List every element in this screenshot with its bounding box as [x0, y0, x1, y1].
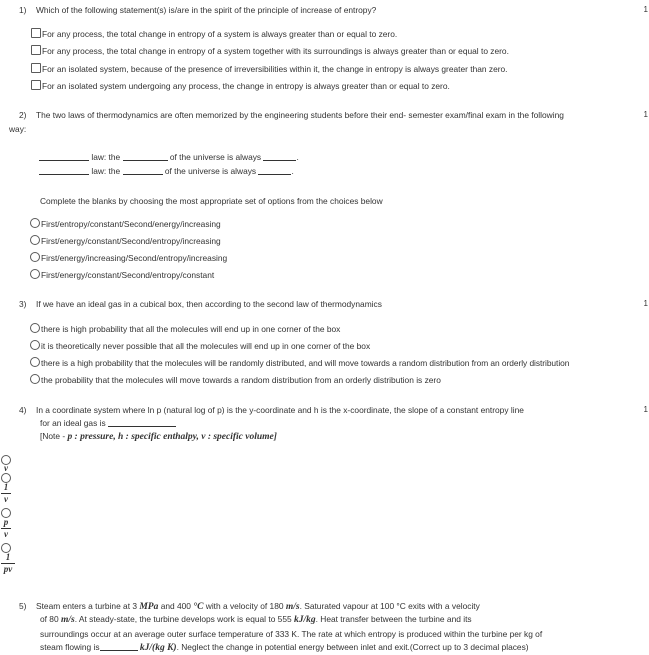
- q5-text-c: with a velocity of 180: [205, 601, 284, 611]
- q2-option-3-radio[interactable]: [30, 252, 40, 262]
- q3-number: 3): [19, 299, 27, 309]
- q4-note-v-desc: : specific volume]: [207, 432, 277, 442]
- q5-text-b: and 400: [160, 601, 191, 611]
- q2-line-1-a: law: the: [91, 152, 121, 162]
- q1-option-2-label[interactable]: For any process, the total change in entropy of a system together with its surroundings is always greater than or equal to zero.: [42, 46, 509, 56]
- answer-blank[interactable]: [108, 418, 176, 427]
- q2-option-2-radio[interactable]: [30, 235, 40, 245]
- q2-number: 2): [19, 110, 27, 120]
- q3-option-4-radio[interactable]: [30, 374, 40, 384]
- q2-points: 1: [643, 110, 648, 119]
- q1-option-4-checkbox[interactable]: [31, 80, 41, 90]
- q2-line-2-b: of the universe is always: [164, 166, 257, 176]
- q4-option-2-label[interactable]: [0, 483, 12, 504]
- q5-unit-ms-2: m/s: [60, 615, 75, 625]
- q5-line-2-a: of 80: [40, 614, 59, 624]
- q3-points: 1: [643, 299, 648, 308]
- q5-unit-ms: m/s: [285, 602, 300, 612]
- q4-note-prefix: [Note -: [40, 431, 68, 441]
- q4-option-3-num: p: [3, 517, 9, 527]
- q2-text: The two laws of thermodynamics are often memorized by the engineering students before their end- semester exam/final exam in the following: [36, 110, 564, 120]
- q1-option-3-checkbox[interactable]: [31, 63, 41, 73]
- q5-unit-c: °C: [193, 602, 204, 612]
- q1-option-3-label[interactable]: For an isolated system, because of the presence of irreversibilities within it, the change in entropy is always greater than zero.: [42, 64, 508, 74]
- q4-note-p-desc: : pressure,: [74, 432, 116, 442]
- q5-unit-kjkg: kJ/kg: [293, 615, 316, 625]
- q4-option-4-num: 1: [5, 552, 11, 562]
- q4-points: 1: [643, 405, 648, 414]
- q2-line-1-c: .: [296, 152, 299, 162]
- q3-option-2-radio[interactable]: [30, 340, 40, 350]
- q5-text-a: Steam enters a turbine at 3: [36, 601, 138, 611]
- q4-option-2-num: 1: [3, 482, 9, 492]
- blank: [258, 166, 294, 176]
- q2-option-3-label[interactable]: First/energy/increasing/Second/entropy/increasing: [41, 253, 228, 263]
- answer-blank[interactable]: [100, 642, 138, 651]
- blank: [123, 152, 168, 161]
- q2-line-1-b: of the universe is always: [169, 152, 262, 162]
- q2-option-4-label[interactable]: First/energy/constant/Second/entropy/constant: [41, 270, 215, 280]
- q5-line-4-b: . Neglect the change in potential energy between inlet and exit.(Correct up to 3 decimal places): [176, 642, 529, 652]
- blank: [123, 166, 163, 175]
- q1-option-1-checkbox[interactable]: [31, 28, 41, 38]
- q4-note-p: p: [67, 432, 73, 442]
- q4-note-h-desc: : specific enthalpy,: [125, 432, 199, 442]
- q3-option-3-radio[interactable]: [30, 357, 40, 367]
- q2-option-4-radio[interactable]: [30, 269, 40, 279]
- q1-text: Which of the following statement(s) is/are in the spirit of the principle of increase of entropy?: [36, 5, 377, 15]
- q4-option-1-label[interactable]: v: [4, 463, 8, 473]
- blank: [39, 166, 89, 175]
- q5-line-4: [40, 642, 529, 653]
- q4-option-4-den: pv: [3, 564, 13, 574]
- q1-option-2-checkbox[interactable]: [31, 45, 41, 55]
- q2-line-2: [39, 166, 294, 176]
- q4-option-2-den: v: [4, 494, 8, 504]
- q5-unit-mpa: MPa: [139, 602, 159, 612]
- q4-option-3-den: v: [4, 529, 8, 539]
- q4-note-v: v: [201, 432, 206, 442]
- q5-line-4-a: steam flowing is: [40, 642, 100, 652]
- q5-line-2: [40, 614, 472, 625]
- q4-number: 4): [19, 405, 27, 415]
- q4-note-h: h: [118, 432, 124, 442]
- q2-option-1-label[interactable]: First/entropy/constant/Second/energy/increasing: [41, 219, 221, 229]
- q2-line-2-c: .: [291, 166, 294, 176]
- q5-unit-kjkgk: kJ/(kg K): [139, 643, 177, 653]
- blank: [263, 152, 299, 162]
- q3-text: If we have an ideal gas in a cubical box, then according to the second law of thermodynamics: [36, 299, 382, 309]
- q3-option-4-label[interactable]: the probability that the molecules will move towards a random distribution from an orderly distribution is zero: [41, 375, 441, 385]
- q4-option-4-label[interactable]: [0, 553, 16, 574]
- q2-option-1-radio[interactable]: [30, 218, 40, 228]
- q4-text-line-2: [40, 418, 176, 428]
- q3-option-3-label[interactable]: there is a high probability that the molecules will be randomly distributed, and will move towards a random distribution from an orderly distribution: [41, 358, 570, 368]
- q1-option-1-label[interactable]: For any process, the total change in entropy of a system is always greater than or equal to zero.: [42, 29, 398, 39]
- q2-line-2-a: law: the: [91, 166, 121, 176]
- q5-number: 5): [19, 601, 27, 611]
- q3-option-1-radio[interactable]: [30, 323, 40, 333]
- q5-line-2-b: . At steady-state, the turbine develops work is equal to 555: [74, 614, 292, 624]
- q4-option-3-label[interactable]: [0, 518, 12, 539]
- q5-line-2-c: . Heat transfer between the turbine and its: [315, 614, 472, 624]
- q5-line-3: surroundings occur at an average outer surface temperature of 333 K. The rate at which entropy is produced within the turbine per kg of: [40, 629, 543, 639]
- q5-text-d: . Saturated vapour at 100 °C exits with a velocity: [299, 601, 480, 611]
- q1-number: 1): [19, 5, 27, 15]
- q4-note: [40, 431, 277, 442]
- q5-line-1: [36, 601, 480, 612]
- blank: [39, 152, 89, 161]
- q3-option-2-label[interactable]: it is theoretically never possible that all the molecules will end up in one corner of the box: [41, 341, 371, 351]
- q3-option-1-label[interactable]: there is high probability that all the molecules will end up in one corner of the box: [41, 324, 341, 334]
- q2-text-wrap: way:: [9, 124, 27, 134]
- q1-option-4-label[interactable]: For an isolated system undergoing any process, the change in entropy is always greater than or equal to zero.: [42, 81, 450, 91]
- q2-instruction: Complete the blanks by choosing the most appropriate set of options from the choices below: [40, 196, 383, 206]
- q2-line-1: [39, 152, 299, 162]
- q4-text-2: for an ideal gas is: [40, 418, 106, 428]
- q2-option-2-label[interactable]: First/energy/constant/Second/entropy/increasing: [41, 236, 221, 246]
- q4-text: In a coordinate system where ln p (natural log of p) is the y-coordinate and h is the x-coordinate, the slope of a constant entropy line: [36, 405, 524, 415]
- q1-points: 1: [643, 5, 648, 14]
